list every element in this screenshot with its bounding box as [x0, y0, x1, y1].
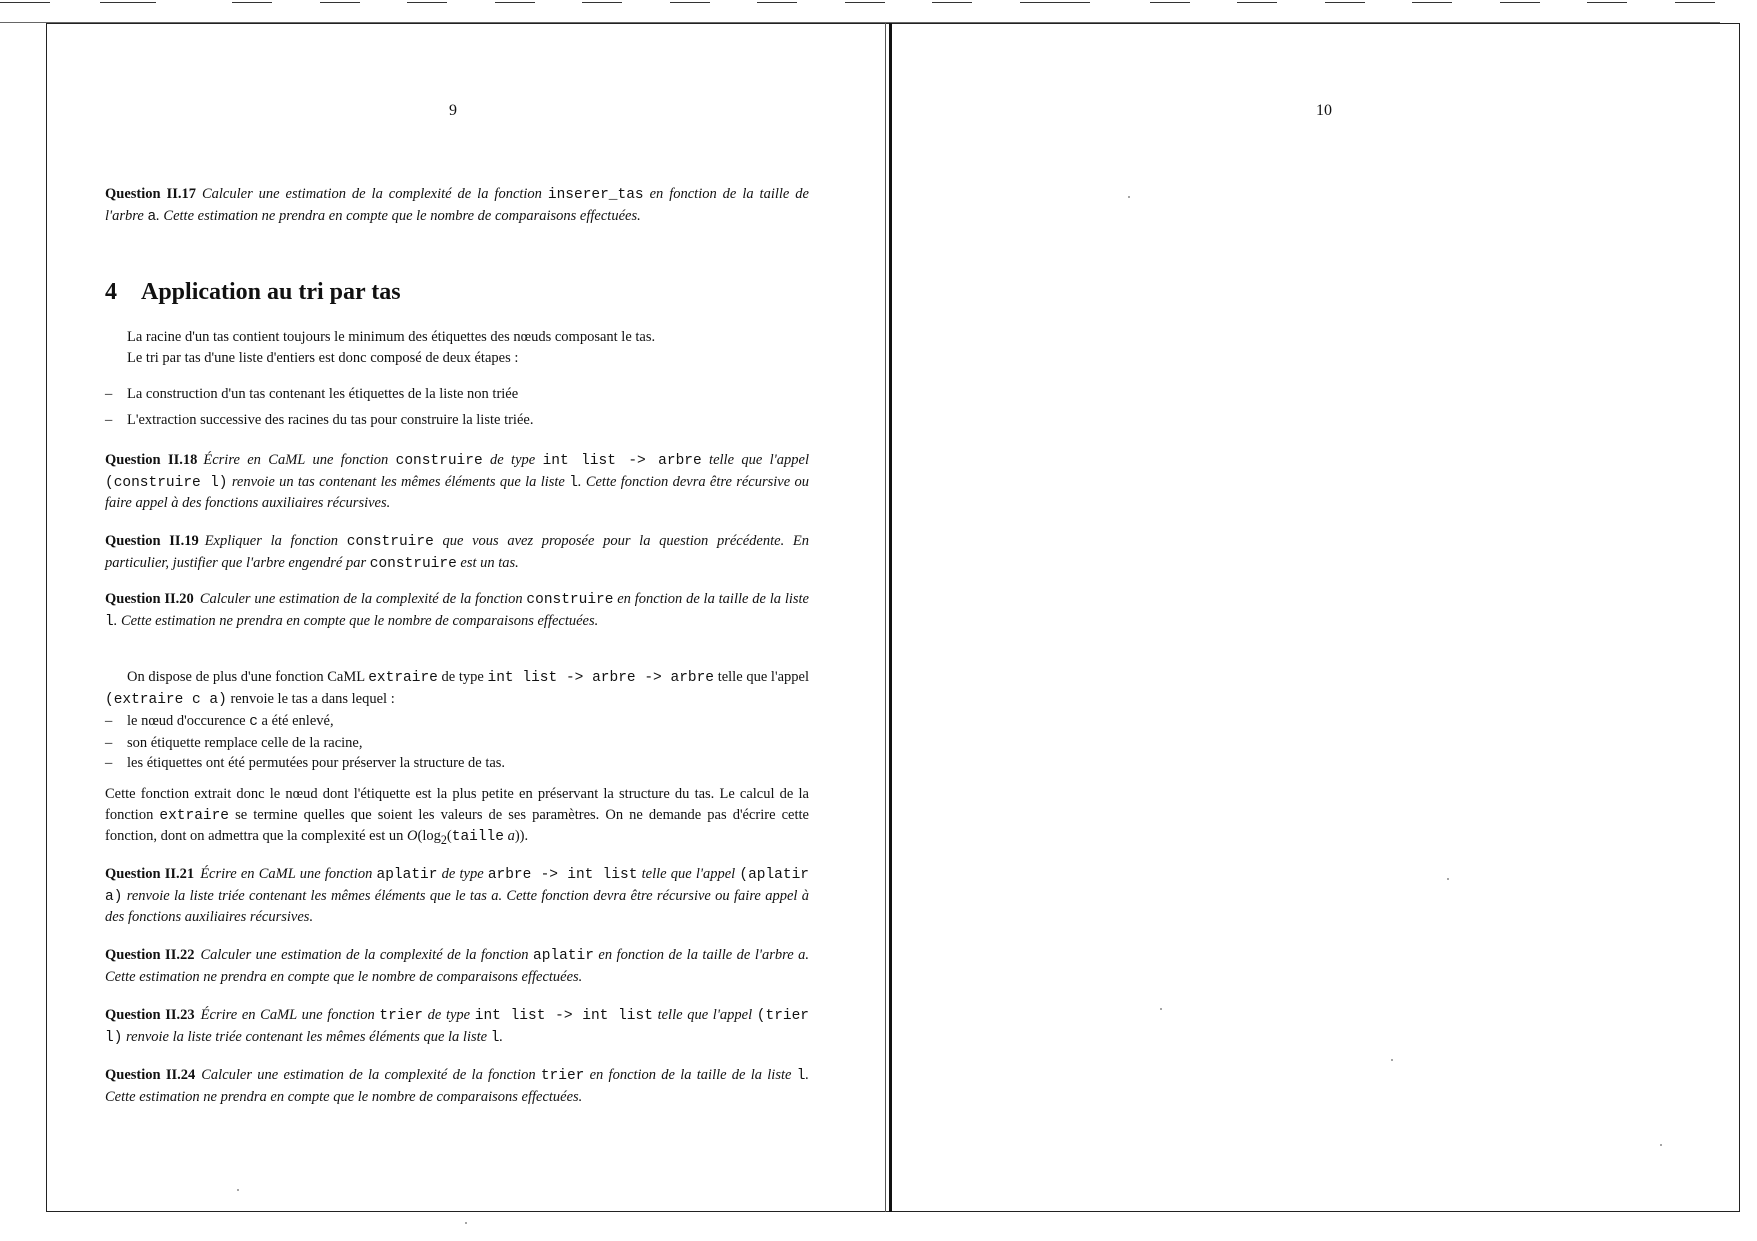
text: se termine quelles que soient les valeurs de ses paramètres. On ne demande pas d'écrire cette fonction, dont on admettra que la complexité est un [105, 806, 809, 844]
text: que vous avez proposée pour la question précédente. En particulier, justifier que l'arbre engendré par [105, 533, 809, 571]
text: le nœud d'occurence [127, 713, 250, 729]
text: )). [514, 828, 529, 844]
text: renvoie un tas contenant les mêmes éléments que la liste [227, 473, 570, 490]
intro-line: La racine d'un tas contient toujours le minimum des étiquettes des nœuds composant le tas. [127, 329, 656, 345]
section-number: 4 [105, 279, 117, 305]
list-item: – La construction d'un tas contenant les étiquettes de la liste non triée [105, 384, 809, 405]
question-II-21 [105, 864, 809, 928]
dash [1587, 2, 1627, 3]
text: Calculer une estimation de la complexité de la fonction [200, 947, 533, 963]
text: Calculer une estimation de la complexité de la fonction [201, 186, 548, 202]
code: a [147, 208, 157, 225]
extraire-properties-list [105, 711, 809, 774]
text: de type [482, 452, 543, 468]
scan-top-dashes [0, 0, 1757, 24]
text: en fonction de la taille de la liste [613, 591, 809, 607]
question-label: Question II.22 [105, 947, 195, 963]
code: l [105, 613, 114, 630]
question-label: Question II.18 [105, 452, 198, 468]
text: renvoie la liste triée contenant les mêmes éléments que la liste [122, 1028, 491, 1045]
text: renvoie le tas a dans lequel : [226, 690, 395, 707]
text: ( [446, 828, 452, 844]
text: . [499, 1028, 504, 1045]
text: Calculer une estimation de la complexité de la fonction [199, 591, 527, 607]
text: de type [437, 866, 488, 882]
dash [1325, 2, 1365, 3]
extraire-explanation [105, 784, 809, 850]
scan-speck [1660, 1144, 1662, 1146]
dash [932, 2, 972, 3]
text: Calculer une estimation de la complexité de la fonction [201, 1067, 541, 1083]
question-II-22 [105, 945, 809, 987]
code: l [569, 474, 578, 491]
code: (trier l) [105, 1008, 810, 1046]
question-II-19 [105, 531, 809, 574]
code: aplatir [533, 948, 594, 964]
text: Expliquer la fonction [204, 533, 347, 549]
scan-speck [237, 1189, 239, 1191]
section-title: Application au tri par tas [141, 279, 401, 305]
question-II-23 [105, 1005, 809, 1048]
text: . Cette fonction devra être récursive ou faire appel à des fonctions auxiliaires récursives. [105, 473, 809, 511]
dash [845, 2, 885, 3]
code: extraire [159, 807, 230, 824]
dash [495, 2, 535, 3]
code: l [796, 1068, 806, 1084]
question-label: Question II.21 [105, 866, 195, 882]
code: int list -> int list [474, 1008, 653, 1024]
question-II-17 [105, 184, 809, 227]
question-II-18 [105, 450, 809, 514]
text: telle que l'appel [701, 452, 809, 468]
list-item: – L'extraction successive des racines du tas pour construire la liste triée. [105, 410, 809, 431]
question-label: Question II.19 [105, 533, 199, 549]
dash [0, 2, 50, 3]
code: trier [379, 1008, 423, 1024]
intro-paragraph [105, 327, 809, 368]
text: en fonction de la taille de l'arbre a. Cette estimation ne prendra en compte que le nombre de comparaisons effectuées. [105, 947, 809, 985]
dash [320, 2, 360, 3]
steps-list [105, 384, 809, 430]
code: taille [451, 829, 504, 845]
text: On dispose de plus d'une fonction CaML [127, 669, 369, 685]
question-label: Question II.20 [105, 591, 194, 607]
scan-speck [1447, 878, 1449, 880]
text: Écrire en CaML une fonction [200, 866, 377, 882]
code: (extraire c a) [105, 691, 227, 708]
scan-speck [1391, 1059, 1393, 1061]
dash [1150, 2, 1190, 3]
dash [100, 2, 156, 3]
text: . Cette estimation ne prendra en compte que le nombre de comparaisons effectuées. [113, 612, 599, 629]
dash [582, 2, 622, 3]
section-heading [105, 279, 401, 305]
dash [407, 2, 447, 3]
page-divider-thin [885, 23, 886, 1212]
question-label: Question II.23 [105, 1007, 195, 1023]
list-item: – les étiquettes ont été permutées pour préserver la structure de tas. [105, 753, 809, 774]
text: telle que l'appel [714, 669, 809, 685]
text: telle que l'appel [637, 866, 740, 882]
code: inserer_tas [547, 187, 644, 203]
dash [670, 2, 710, 3]
scan-speck [465, 1222, 467, 1224]
intro-line: Le tri par tas d'une liste d'entiers est donc composé de deux étapes : [127, 349, 519, 366]
code: c [249, 714, 258, 730]
text: de type [422, 1007, 475, 1023]
code: trier [540, 1068, 585, 1084]
code: int list -> arbre [542, 453, 702, 469]
scan-speck [1160, 1008, 1162, 1010]
question-label: Question II.24 [105, 1067, 196, 1083]
page-number-right: 10 [1316, 102, 1332, 119]
dash [1675, 2, 1715, 3]
text: est un tas. [456, 554, 519, 571]
dash [232, 2, 272, 3]
code: (aplatir a) [105, 867, 809, 905]
code: construire [526, 592, 614, 608]
text: en fonction de la taille de la liste [584, 1067, 797, 1083]
text: telle que l'appel [652, 1007, 757, 1023]
dash [1020, 2, 1090, 3]
extraire-paragraph [105, 667, 809, 710]
text: a été enlevé, [257, 713, 334, 729]
dash [1237, 2, 1277, 3]
text: (log [417, 828, 441, 844]
dash [1412, 2, 1452, 3]
scan-speck [1128, 196, 1130, 198]
list-item [105, 711, 809, 733]
text: Écrire en CaML une fonction [203, 452, 396, 468]
text: Écrire en CaML une fonction [200, 1007, 380, 1023]
code: (construire l) [105, 474, 228, 491]
page-number-left: 9 [449, 102, 457, 119]
code: construire [346, 534, 434, 550]
question-label: Question II.17 [105, 186, 196, 202]
code: l [490, 1029, 500, 1046]
question-II-20 [105, 589, 809, 632]
code: aplatir [376, 867, 438, 883]
text: . Cette estimation ne prendra en compte que le nombre de comparaisons effectuées. [105, 1067, 810, 1105]
question-II-24 [105, 1065, 809, 1107]
code: construire [369, 555, 457, 572]
text: . Cette estimation ne prendra en compte que le nombre de comparaisons effectuées. [156, 207, 641, 224]
text: en fonction de la taille de l'arbre [105, 186, 809, 224]
text: de type [437, 669, 488, 685]
dash [757, 2, 797, 3]
code: extraire [368, 670, 438, 686]
code: int list -> arbre -> arbre [487, 670, 715, 686]
text: Cette fonction extrait donc le nœud dont l'étiquette est la plus petite en préservant la structure du tas. Le calcul de la fonction [105, 786, 809, 823]
subscript: 2 [440, 832, 447, 847]
variable: a [503, 828, 515, 844]
code: construire [395, 453, 483, 469]
page-divider [889, 23, 892, 1212]
list-item: – son étiquette remplace celle de la racine, [105, 733, 809, 754]
code: arbre -> int list [487, 867, 638, 883]
dash [1500, 2, 1540, 3]
big-o: O [407, 828, 418, 844]
text: renvoie la liste triée contenant les mêmes éléments que le tas a. Cette fonction devra être récursive ou faire appel à des fonctions auxiliaires récursives. [105, 887, 809, 925]
